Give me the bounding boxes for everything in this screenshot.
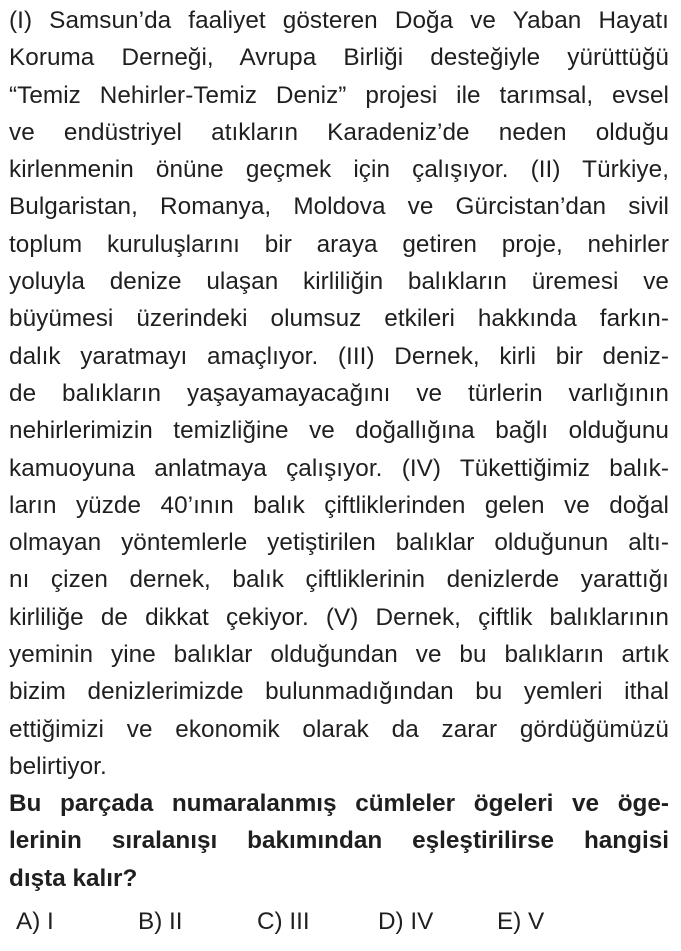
question-line: lerinin sıralanışı bakımından eşleştirilirse hangisi <box>9 827 669 855</box>
passage-line: nehirlerimizin temizliğine ve doğallığına bağlı olduğunu <box>9 417 669 445</box>
passage-line: de balıkların yaşayamayacağını ve türlerin varlığının <box>9 379 669 407</box>
passage-line: yoluyla denize ulaşan kirliliğin balıkların üremesi ve <box>9 268 669 296</box>
passage-line: olmayan yöntemlerle yetiştirilen balıklar olduğunun altı- <box>9 529 669 557</box>
passage-line: ve endüstriyel atıkların Karadeniz’de neden olduğu <box>9 118 669 146</box>
passage-line: (I) Samsun’da faaliyet gösteren Doğa ve Yaban Hayatı <box>9 7 669 34</box>
question-stem <box>9 785 669 897</box>
passage-line: yeminin yine balıklar olduğundan ve bu balıkların artık <box>9 641 669 669</box>
passage-line: büyümesi üzerindeki olumsuz etkileri hakkında farkın- <box>9 305 669 333</box>
answer-options <box>0 903 681 941</box>
passage-line: ların yüzde 40’ının balık çiftliklerinden gelen ve doğal <box>9 491 669 519</box>
option-b[interactable]: B) II <box>138 908 183 935</box>
option-e[interactable]: E) V <box>497 908 545 935</box>
passage-line: Bulgaristan, Romanya, Moldova ve Gürcistan’dan sivil <box>9 193 669 221</box>
passage-line: kirlenmenin önüne geçmek için çalışıyor. (II) Türkiye, <box>9 156 669 184</box>
passage-line: kirliliğe de dikkat çekiyor. (V) Dernek, çiftlik balıklarının <box>9 603 669 631</box>
question-line: Bu parçada numaralanmış cümleler ögeleri ve öge- <box>9 790 669 817</box>
passage-line: toplum kuruluşlarını bir araya getiren proje, nehirler <box>9 230 669 258</box>
option-c[interactable]: C) III <box>257 908 310 935</box>
passage-line: nı çizen dernek, balık çiftliklerinin denizlerde yarattığı <box>9 566 669 594</box>
passage-line: belirtiyor. <box>9 752 107 780</box>
passage-line: ettiğimizi ve ekonomik olarak da zarar gördüğümüzü <box>9 715 669 743</box>
question-line: dışta kalır? <box>9 864 138 892</box>
passage-line: dalık yaratmayı amaçlıyor. (III) Dernek, kirli bir deniz- <box>9 342 669 370</box>
passage-line: kamuoyuna anlatmaya çalışıyor. (IV) Tükettiğimiz balık- <box>9 454 669 482</box>
option-d[interactable]: D) IV <box>378 908 434 935</box>
passage-line: “Temiz Nehirler-Temiz Deniz” projesi ile tarımsal, evsel <box>9 81 669 109</box>
reading-passage <box>9 2 669 785</box>
passage-line: bizim denizlerimizde bulunmadığından bu yemleri ithal <box>9 678 669 706</box>
option-a[interactable]: A) I <box>16 908 54 935</box>
passage-line: Koruma Derneği, Avrupa Birliği desteğiyle yürüttüğü <box>9 44 669 72</box>
